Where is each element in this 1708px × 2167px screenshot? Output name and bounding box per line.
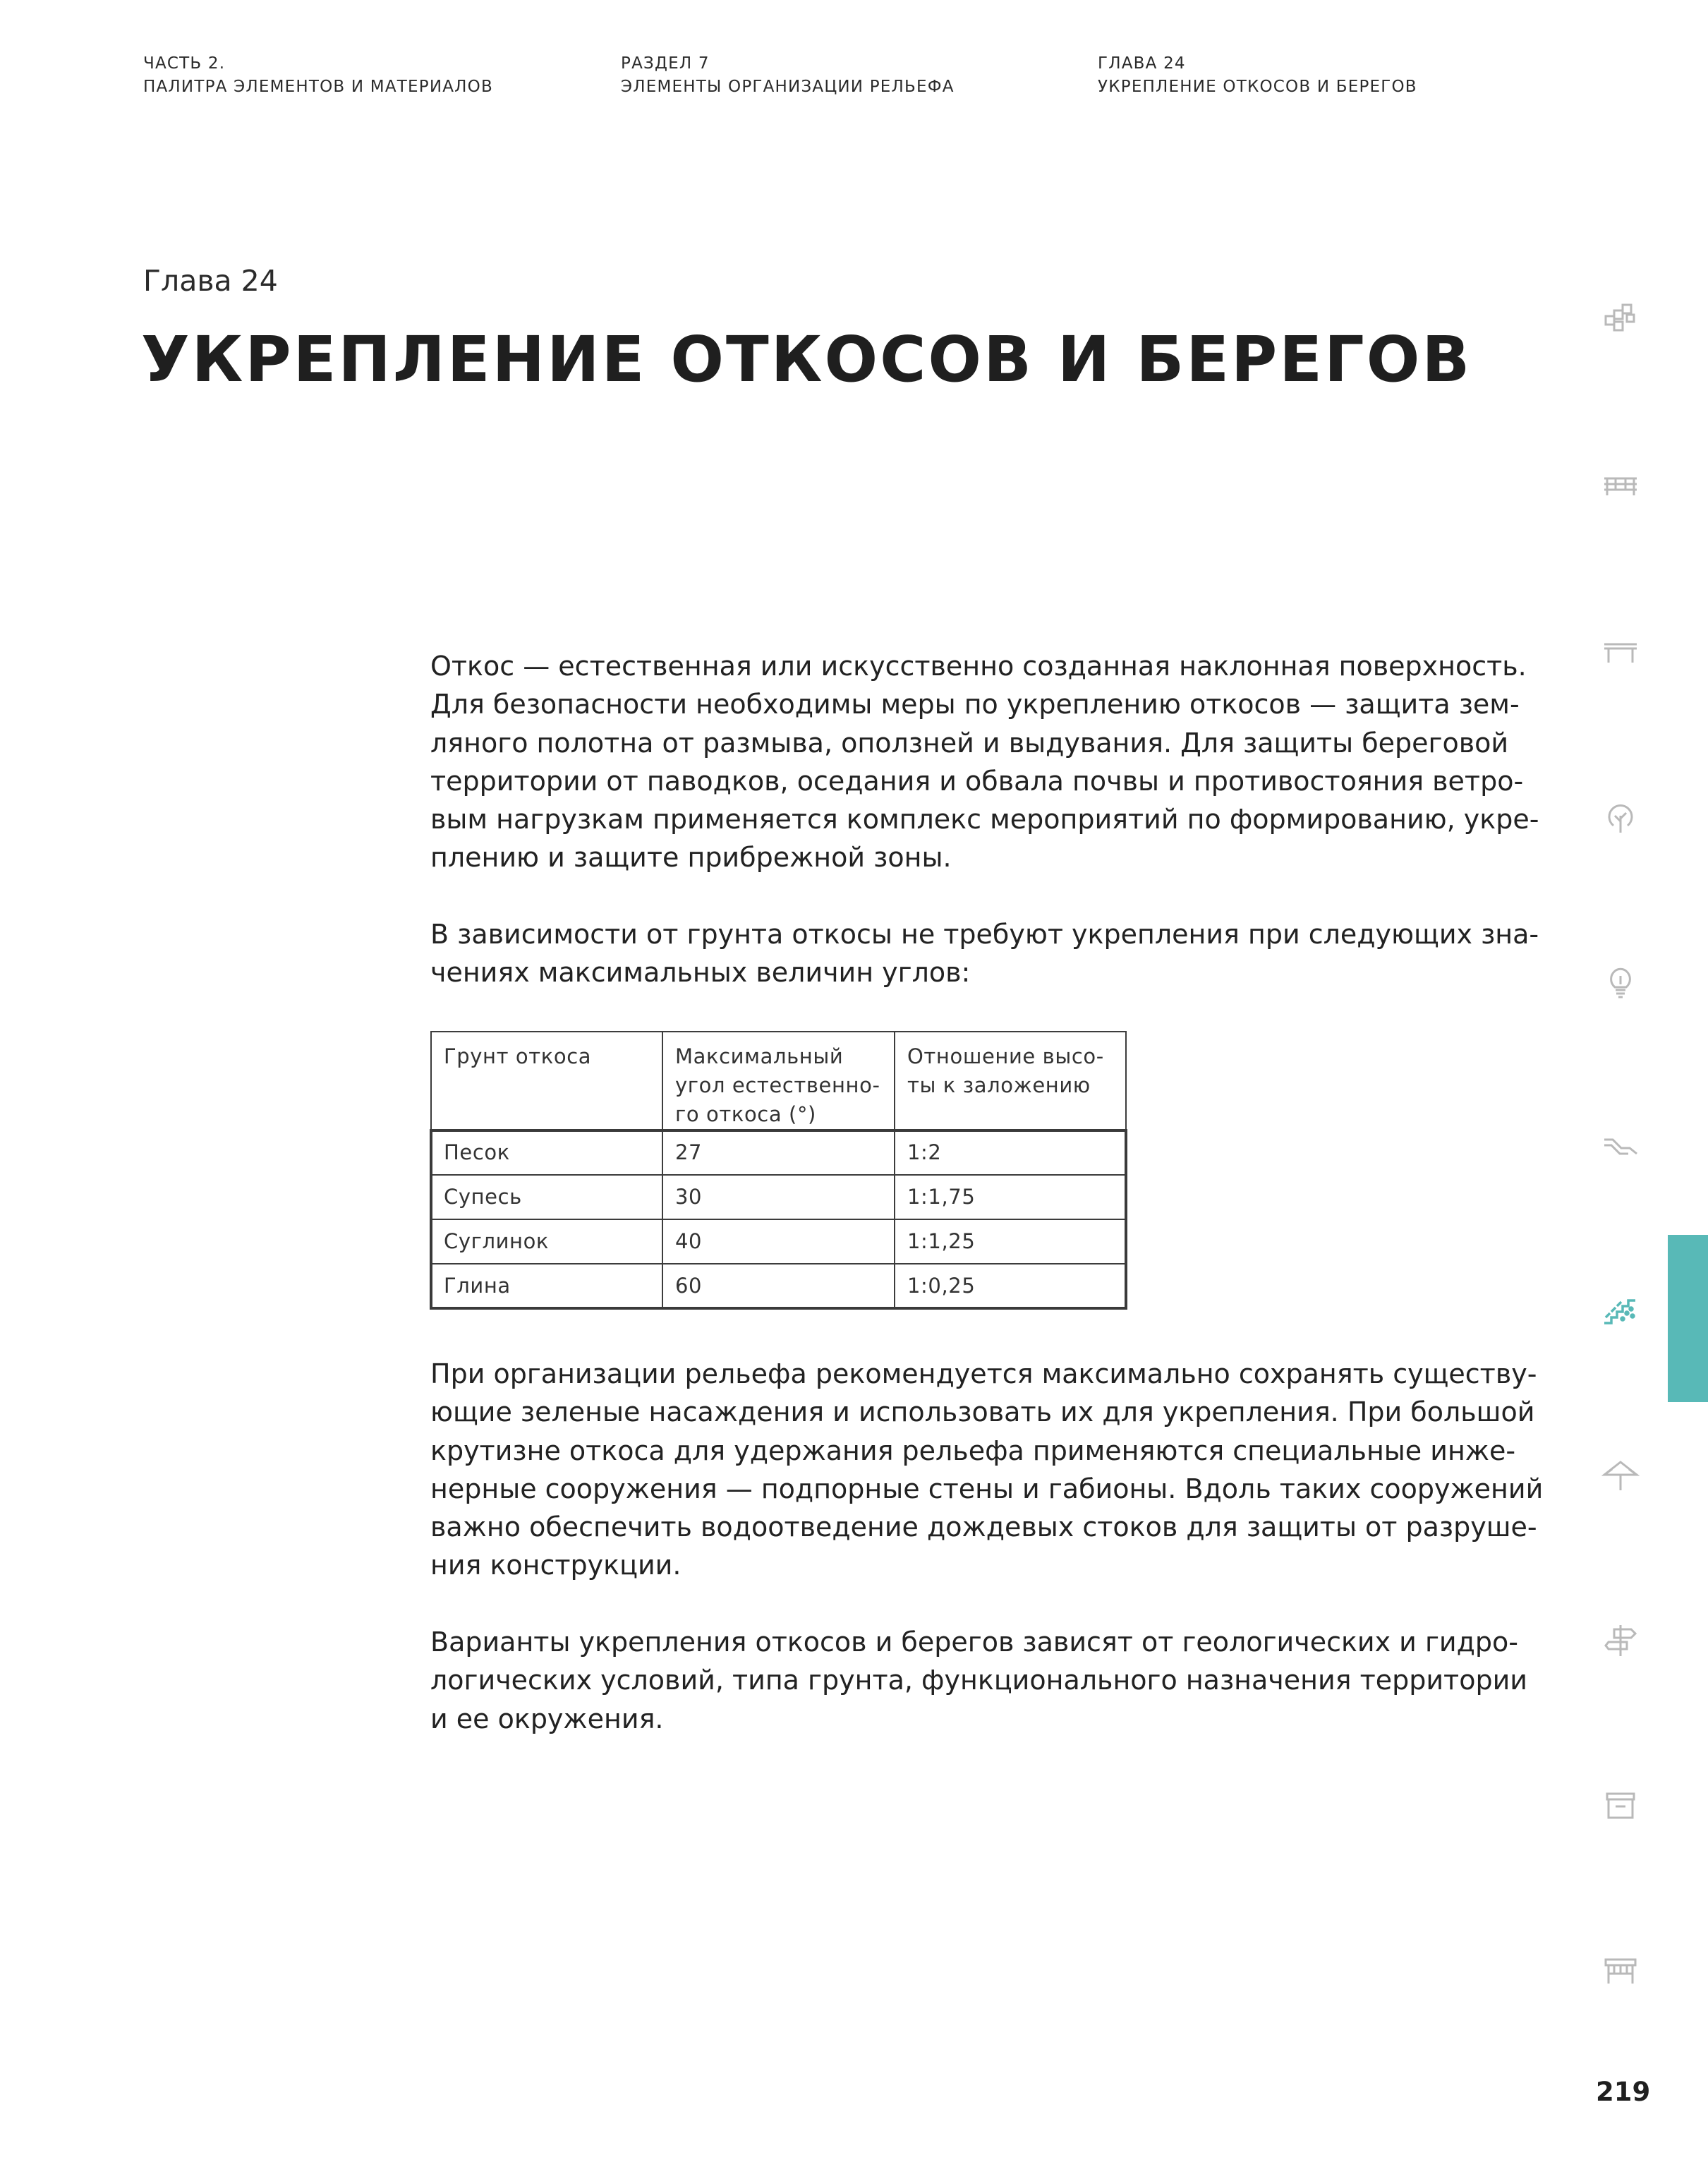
cell-ratio: 1:1,25	[895, 1219, 1126, 1264]
paragraph-variants	[430, 1623, 1531, 1738]
ramp-icon[interactable]	[1601, 1127, 1640, 1165]
text-line: плению и защите прибрежной зоны.	[430, 842, 952, 874]
text-line: Для безопасности необходимы меры по укреплению откосов — защита зем-	[430, 689, 1520, 720]
text-line: важно обеспечить водоотведение дождевых стоков для защиты от разруше-	[430, 1511, 1537, 1543]
text-line: и ее окружения.	[430, 1703, 664, 1734]
text-line: вым нагрузкам применяется комплекс мероприятий по формированию, укре-	[430, 804, 1539, 835]
cell-soil: Глина	[431, 1264, 662, 1308]
paragraph-green-spaces	[430, 1355, 1544, 1585]
paragraph-table-intro	[430, 915, 1539, 992]
table-row	[431, 1219, 1126, 1264]
page-number: 219	[1596, 2077, 1651, 2107]
header-part-line1: ЧАСТЬ 2.	[143, 54, 226, 73]
cell-ratio: 1:2	[895, 1130, 1126, 1175]
header-section-line1: РАЗДЕЛ 7	[621, 54, 710, 73]
table-row	[431, 1130, 1126, 1175]
chapter-title: УКРЕПЛЕНИЕ ОТКОСОВ И БЕРЕГОВ	[141, 322, 1472, 396]
cell-angle: 30	[662, 1175, 895, 1219]
cell-angle: 40	[662, 1219, 895, 1264]
text-line: ющие зеленые насаждения и использовать их для укрепления. При большой	[430, 1396, 1535, 1428]
slope-reinforcement-icon[interactable]	[1601, 1292, 1640, 1330]
cell-angle: 27	[662, 1130, 895, 1175]
table-icon[interactable]	[1601, 633, 1640, 671]
table-row	[431, 1264, 1126, 1308]
text-line: Откос — естественная или искусственно созданная наклонная поверхность.	[430, 651, 1527, 682]
cell-soil: Суглинок	[431, 1219, 662, 1264]
text-line: территории от паводков, оседания и обвала почвы и противостояния ветро-	[430, 765, 1524, 797]
header-part-line2: ПАЛИТРА ЭЛЕМЕНТОВ И МАТЕРИАЛОВ	[143, 78, 493, 96]
header-max-angle: Максимальный угол естественно- го откоса (°)	[662, 1032, 895, 1130]
header-ratio: Отношение высо- ты к заложению	[895, 1032, 1126, 1130]
paving-tiles-icon[interactable]	[1601, 301, 1640, 339]
bin-icon[interactable]	[1601, 1785, 1640, 1823]
header-chapter-line2: УКРЕПЛЕНИЕ ОТКОСОВ И БЕРЕГОВ	[1098, 78, 1417, 96]
text-line: ния конструкции.	[430, 1550, 682, 1581]
table-header-row	[431, 1032, 1126, 1130]
text-line: Варианты укрепления откосов и берегов зависят от геологических и гидро-	[430, 1626, 1518, 1658]
tree-icon[interactable]	[1601, 797, 1640, 835]
header-section	[621, 52, 955, 99]
header-part	[143, 52, 493, 99]
lamp-icon[interactable]	[1601, 962, 1640, 1000]
cell-soil: Песок	[431, 1130, 662, 1175]
slope-angle-table	[430, 1031, 1127, 1309]
paragraph-intro	[430, 647, 1539, 877]
table-row	[431, 1175, 1126, 1219]
header-chapter	[1098, 52, 1417, 99]
chapter-label: Глава 24	[143, 264, 278, 298]
text-line: крутизне откоса для удержания рельефа применяются специальные инже-	[430, 1435, 1516, 1466]
header-chapter-line1: ГЛАВА 24	[1098, 54, 1186, 73]
text-line: нерные сооружения — подпорные стены и габионы. Вдоль таких сооружений	[430, 1473, 1544, 1504]
cell-angle: 60	[662, 1264, 895, 1308]
bench-icon[interactable]	[1601, 467, 1640, 505]
signpost-icon[interactable]	[1601, 1621, 1640, 1659]
text-line: чениях максимальных величин углов:	[430, 957, 971, 989]
text-line: ляного полотна от размыва, оползней и выдувания. Для защиты береговой	[430, 727, 1509, 759]
header-soil: Грунт откоса	[431, 1032, 662, 1130]
text-line: В зависимости от грунта откосы не требуют укрепления при следующих зна-	[430, 919, 1539, 950]
kiosk-icon[interactable]	[1601, 1950, 1640, 1988]
active-section-tab[interactable]	[1668, 1235, 1708, 1402]
cell-ratio: 1:1,75	[895, 1175, 1126, 1219]
umbrella-icon[interactable]	[1601, 1456, 1640, 1495]
text-line: При организации рельефа рекомендуется максимально сохранять существу-	[430, 1358, 1537, 1389]
cell-ratio: 1:0,25	[895, 1264, 1126, 1308]
cell-soil: Супесь	[431, 1175, 662, 1219]
header-section-line2: ЭЛЕМЕНТЫ ОРГАНИЗАЦИИ РЕЛЬЕФА	[621, 78, 955, 96]
text-line: логических условий, типа грунта, функционального назначения территории	[430, 1665, 1527, 1696]
